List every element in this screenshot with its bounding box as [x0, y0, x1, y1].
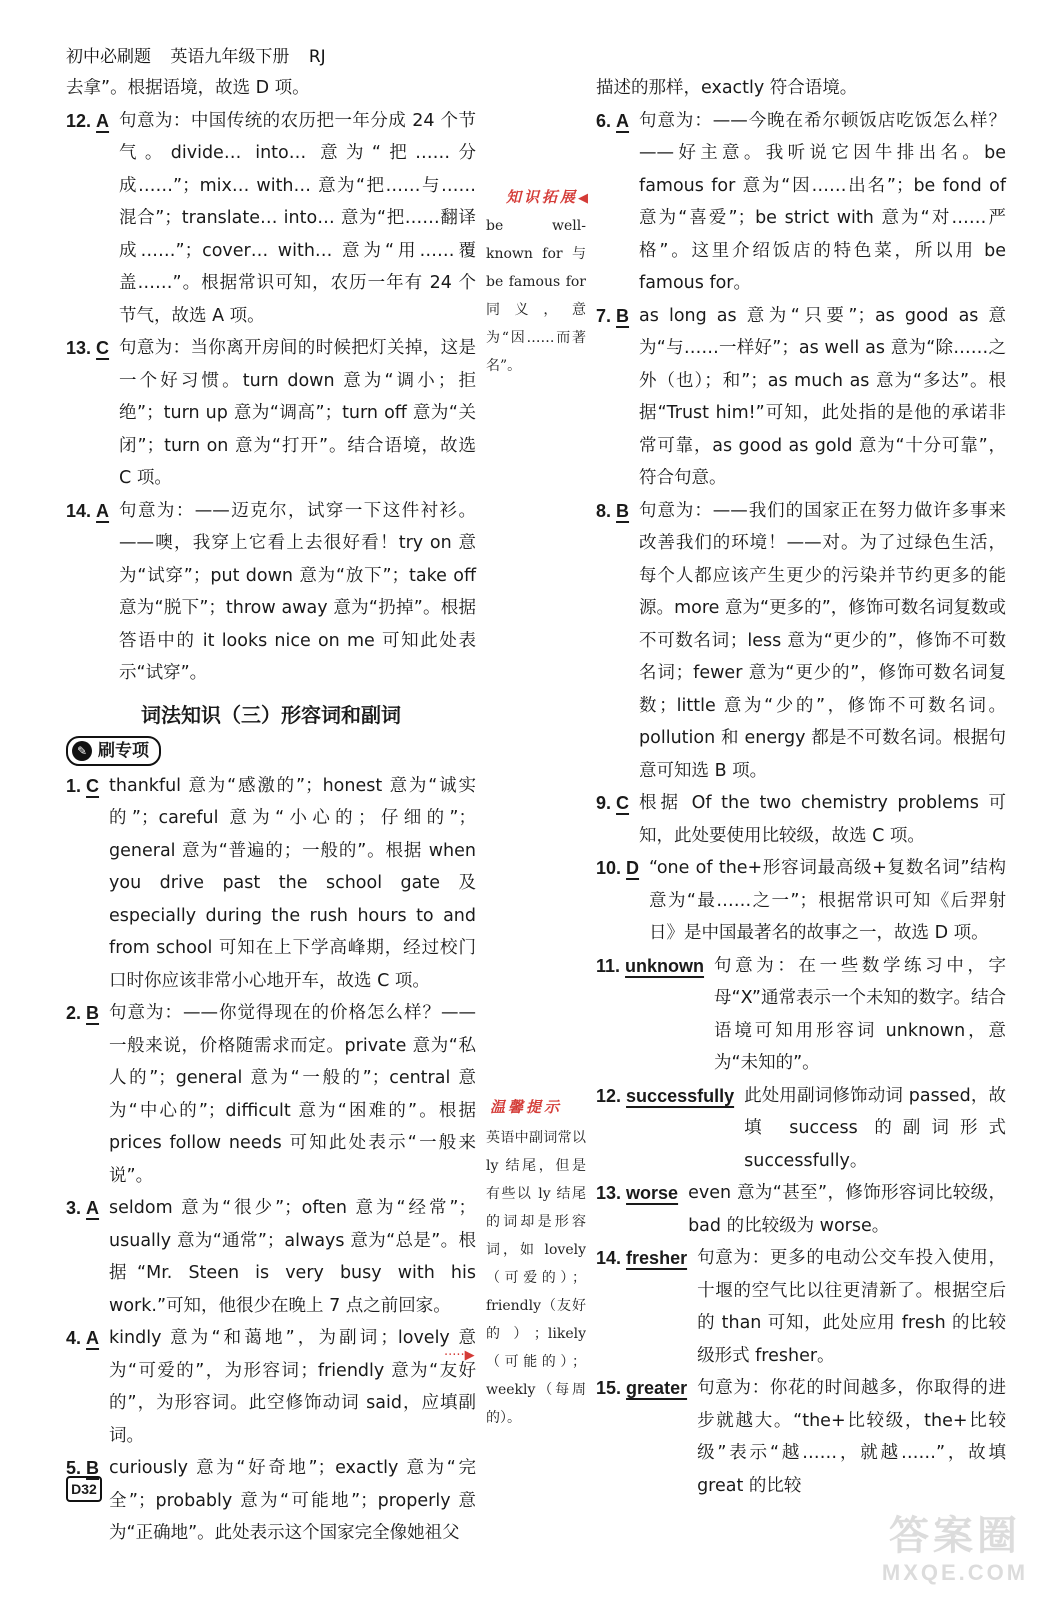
answer-choice: fresher [626, 1248, 688, 1268]
answer-key [66, 1322, 109, 1452]
answer-item [66, 770, 476, 998]
answer-item [66, 495, 476, 690]
answer-item [596, 787, 1006, 852]
answer-choice: A [96, 500, 110, 521]
answer-item [66, 332, 476, 495]
explanation-text: 句意为：更多的电动公交车投入使用，十堰的空气比以往更清新了。根据空后的 than 可知，此处应用 fresh 的比较级形式 fresher。 [697, 1248, 1006, 1366]
answer-item [596, 1177, 1006, 1242]
section-title: 词法知识（三）形容词和副词 [141, 702, 401, 727]
answer-key [66, 105, 119, 333]
explanation-text: 句意为：——你觉得现在的价格怎么样？——一般来说，价格随需求而定。private 意为“私人的”；general 意为“一般的”；central 意为“中心的”；difficult 意为“困难的”。根据 prices follow needs 可知此处表示“一般来说”。 [109, 1003, 476, 1186]
answer-item [66, 1192, 476, 1322]
arrow-right-icon: ·····▶ [444, 1348, 475, 1363]
answer-item [596, 495, 1006, 788]
explanation-text: 根据 Of the two chemistry problems 可知，此处要使用比较级，故选 C 项。 [639, 793, 1006, 846]
answer-item [596, 1242, 1006, 1372]
answer-item [596, 950, 1006, 1080]
explanation-text: 此处用副词修饰动词 passed，故填 success 的副词形式 successfully。 [744, 1085, 1006, 1171]
edition-label: RJ [308, 47, 326, 67]
watermark-logo: 答案圈 [889, 1514, 1021, 1558]
subject-title: 英语九年级下册 [170, 47, 290, 67]
explanation-text: 句意为：在一些数学练习中，字母“X”通常表示一个未知的数字。结合语境可知用形容词 unknown，意为“未知的”。 [714, 955, 1006, 1073]
left-column [66, 72, 476, 1550]
answer-choice: B [86, 1003, 100, 1023]
item-number: 9. [596, 793, 612, 813]
explanation-text: 句意为：——今晚在希尔顿饭店吃饭怎么样？——好主意。我听说它因牛排出名。be famous for 意为“因……出名”；be fond of 意为“喜爱”；be strict with 意为“对……严格”。这里介绍饭店的特色菜，所以用 be famous for。 [639, 110, 1006, 293]
answer-choice: successfully [626, 1085, 735, 1106]
answer-choice: C [96, 338, 110, 358]
explanation-text: even 意为“甚至”，修饰形容词比较级，bad 的比较级为 worse。 [688, 1183, 1006, 1236]
answer-key [596, 1242, 697, 1372]
answer-key [596, 852, 649, 950]
answer-key [596, 495, 639, 788]
practice-badge [66, 736, 161, 766]
item-number: 13. [66, 338, 92, 358]
answer-item [596, 852, 1006, 950]
item-number: 8. [596, 500, 612, 521]
badge-row [66, 734, 476, 770]
answer-list-b [66, 770, 476, 1550]
answer-key [66, 332, 119, 495]
answer-choice: C [616, 793, 630, 813]
running-header [66, 44, 366, 70]
pen-icon: ✎ [72, 741, 92, 761]
answer-list-a [66, 105, 476, 690]
explanation-text: seldom 意为“很少”；often 意为“经常”；usually 意为“通常”；always 意为“总是”。根据“Mr. Steen is very busy with his work.”可知，他很少在晚上 7 点之前回家。 [109, 1198, 476, 1316]
answer-item [596, 300, 1006, 495]
answer-choice: A [86, 1328, 100, 1348]
explanation-text: 句意为：——迈克尔，试穿一下这件衬衫。——噢，我穿上它看上去很好看！try on 意为“试穿”；put down 意为“放下”；take off 意为“脱下”；throw away 意为“扔掉”。根据答语中的 it looks nice on me 可知此处表示“试穿”。 [119, 500, 476, 683]
watermark-url: MXQE.COM [881, 1560, 1029, 1585]
item-number: 12. [596, 1085, 622, 1106]
note-tip-title: 温馨提示 [490, 1098, 563, 1116]
book-title: 初中必刷题 [66, 47, 151, 67]
answer-key [596, 300, 639, 495]
item-number: 10. [596, 858, 622, 878]
note-knowledge-title [506, 186, 591, 207]
right-column [596, 72, 1006, 1502]
item-number: 1. [66, 775, 82, 796]
answer-choice: worse [626, 1183, 679, 1203]
answer-choice: A [96, 110, 110, 131]
item-number: 5. [66, 1458, 82, 1478]
item-number: 4. [66, 1328, 82, 1348]
note-tip-body: 英语中副词常以 ly 结尾，但是有些以 ly 结尾的词却是形容词，如 lovely（可爱的）；friendly（友好的）；likely（可能的）；weekly（每周的）。 [486, 1130, 586, 1426]
item-number: 12. [66, 110, 92, 131]
item-number: 14. [66, 500, 92, 521]
answer-item [596, 1080, 1006, 1178]
item-number: 14. [596, 1248, 622, 1268]
answer-key [596, 1080, 744, 1178]
explanation-text: 句意为：当你离开房间的时候把灯关掉，这是一个好习惯。turn down 意为“调小；拒绝”；turn up 意为“调高”；turn off 意为“关闭”；turn on 意为“打开”。结合语境，故选 C 项。 [119, 338, 476, 488]
explanation-text: curiously 意为“好奇地”；exactly 意为“完全”；probably 意为“可能地”；properly 意为“正确地”。此处表示这个国家完全像她祖父 [109, 1458, 476, 1543]
answer-key [66, 1192, 109, 1322]
answer-key [66, 997, 109, 1192]
explanation-text: as long as 意为“只要”；as good as 意为“与……一样好”；as well as 意为“除……之外（也）；和”；as much as 意为“多达”。根据“Trust him!”可知，此处指的是他的承诺非常可靠，as good as gold 意为“十分可靠”，符合句意。 [639, 305, 1006, 488]
item-number: 13. [596, 1183, 622, 1203]
answer-choice: D [626, 858, 640, 878]
answer-key [66, 770, 109, 998]
arrow-left-icon: ◀ [578, 191, 592, 206]
explanation-text: thankful 意为“感激的”；honest 意为“诚实的”；careful 意为“小心的；仔细的”；general 意为“普遍的；一般的”。根据 when you drive past the school gate 及 especially during the rush hours to and from school 可知在上下学高峰期，经过校门口时你应该非常小心地开车，故选 C 项。 [109, 775, 476, 991]
item-number: 6. [596, 110, 612, 131]
continued-text: 去拿”。根据语境，故选 D 项。 [66, 78, 310, 98]
answer-choice: A [86, 1198, 100, 1218]
explanation-text: 句意为：中国传统的农历把一年分成 24 个节气。divide… into… 意为“把……分成……”；mix… with… 意为“把……与……混合”；translate… into… 意为“把……翻译成……”；cover… with… 意为“用……覆盖……”。根据常识可知，农历一年有 24 个节气，故选 A 项。 [119, 110, 476, 326]
item-number: 3. [66, 1198, 82, 1218]
page-number: D32 [66, 1476, 102, 1502]
answer-item [66, 1322, 476, 1452]
answer-item [596, 105, 1006, 300]
continued-text-right: 描述的那样，exactly 符合语境。 [596, 78, 858, 98]
watermark [865, 1512, 1045, 1592]
answer-choice: A [616, 110, 630, 131]
answer-key [596, 1177, 688, 1242]
note-knowledge-body: be well-known for 与 be famous for 同义，意为“因……而著名”。 [486, 218, 586, 374]
badge-label: 刷专项 [98, 740, 149, 761]
answer-key [66, 495, 119, 690]
answer-choice: greater [626, 1378, 688, 1398]
answer-item [66, 997, 476, 1192]
item-number: 2. [66, 1003, 82, 1023]
answer-key [596, 1372, 697, 1502]
answer-choice: B [616, 500, 630, 521]
answer-item [66, 105, 476, 333]
answer-choice: C [86, 775, 100, 796]
answer-choice: B [616, 305, 630, 326]
answer-item [596, 1372, 1006, 1502]
note-knowledge-title-text: 知识拓展 [506, 188, 579, 206]
answer-choice: unknown [625, 955, 705, 976]
explanation-text: kindly 意为“和蔼地”，为副词；lovely 意为“可爱的”，为形容词；friendly 意为“友好的”，为形容词。此空修饰动词 said，应填副词。 [109, 1328, 476, 1446]
explanation-text: 句意为：——我们的国家正在努力做许多事来改善我们的环境！——对。为了过绿色生活，每个人都应该产生更少的污染并节约更多的能源。more 意为“更多的”，修饰可数名词复数或不可数名词；less 意为“更少的”，修饰不可数名词；fewer 意为“更少的”，修饰可数名词复数；little 意为“少的”，修饰不可数名词。pollution 和 energy 都是不可数名词。根据句意可知选 B 项。 [639, 500, 1006, 781]
answer-key [596, 105, 639, 300]
answer-choice: B [86, 1458, 100, 1478]
item-number: 7. [596, 305, 612, 326]
answer-key [596, 787, 639, 852]
item-number: 11. [596, 955, 621, 976]
answer-list-right [596, 105, 1006, 1503]
explanation-text: “one of the+形容词最高级+复数名词”结构意为“最……之一”；根据常识可知《后羿射日》是中国最著名的故事之一，故选 D 项。 [649, 858, 1006, 943]
item-number: 15. [596, 1378, 622, 1398]
explanation-text: 句意为：你花的时间越多，你取得的进步就越大。“the+比较级，the+比较级”表示“越……，就越……”，故填 great 的比较 [697, 1378, 1006, 1496]
answer-key [596, 950, 714, 1080]
answer-item [66, 1452, 476, 1550]
